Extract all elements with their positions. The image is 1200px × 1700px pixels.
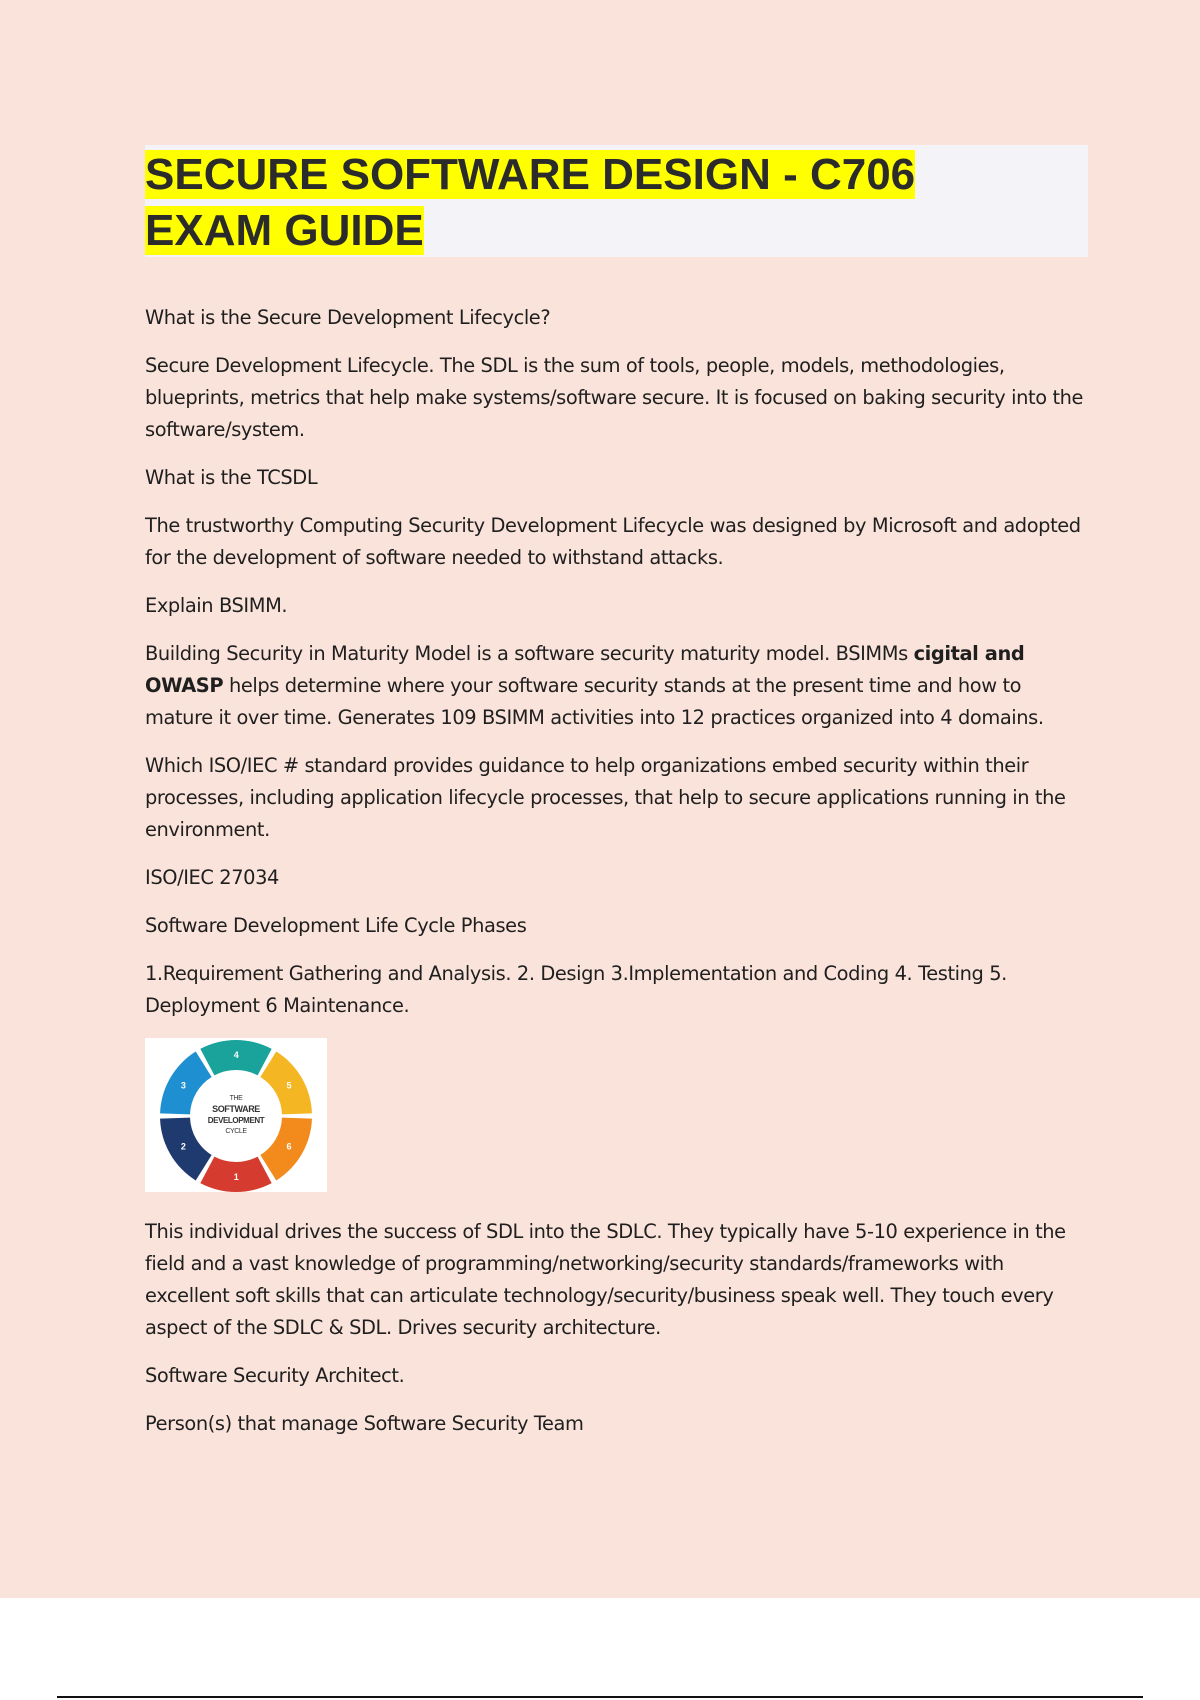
answer-iso: ISO/IEC 27034 [145,866,279,889]
diagram-center-line-3: DEVELOPMENT [207,1116,265,1125]
document-title [145,147,915,259]
diagram-segment-number-2: 2 [180,1141,186,1152]
answer-bsimm-end: helps determine where your software security stands at the present time and how to mature it over time. Generates 109 BSIMM activities into 12 practices organized into 4 domains. [145,674,1044,729]
footer-divider [57,1696,1143,1698]
question-bsimm: Explain BSIMM. [145,594,288,617]
question-iso: Which ISO/IEC # standard provides guidance to help organizations embed security within their processes, including application lifecycle processes, that help to secure applications running in the environment. [145,754,1066,841]
answer-bsimm-start: Building Security in Maturity Model is a software security maturity model. BSIMMs [145,642,914,665]
question-sdl: What is the Secure Development Lifecycle? [145,306,551,329]
diagram-segment-number-6: 6 [286,1141,292,1152]
document-body [145,302,1090,1456]
question-tcsdl: What is the TCSDL [145,466,318,489]
question-architect: This individual drives the success of SDL into the SDLC. They typically have 5-10 experience in the field and a vast knowledge of programming/networking/security standards/frameworks with excellent soft skills that can articulate technology/security/business speak well. They touch every aspect of the SDLC & SDL. Drives security architecture. [145,1220,1066,1339]
answer-sdl: Secure Development Lifecycle. The SDL is the sum of tools, people, models, methodologies, blueprints, metrics that help make systems/software secure. It is focused on baking security into the software/system. [145,354,1084,441]
diagram-segment-number-4: 4 [233,1050,239,1060]
answer-bsimm-bold: cigital and OWASP [145,642,1025,697]
answer-architect: Software Security Architect. [145,1364,405,1387]
diagram-segment-number-5: 5 [286,1080,292,1091]
answer-tcsdl: The trustworthy Computing Security Development Lifecycle was designed by Microsoft and adopted for the development of software needed to withstand attacks. [145,514,1081,569]
title-line-2: EXAM GUIDE [145,206,424,255]
diagram-segment-number-1: 1 [233,1172,239,1182]
answer-bsimm [145,638,1090,734]
question-sdlc-phases: Software Development Life Cycle Phases [145,914,527,937]
diagram-center-line-2: SOFTWARE [212,1104,260,1114]
diagram-segment-number-3: 3 [180,1080,186,1091]
answer-sdlc-phases: 1.Requirement Gathering and Analysis. 2. Design 3.Implementation and Coding 4. Testing 5. Deployment 6 Maintenance. [145,962,1007,1017]
diagram-center-line-1: THE [229,1095,243,1102]
diagram-center-line-4: CYCLE [225,1128,247,1135]
sdlc-cycle-diagram [145,1038,327,1192]
title-line-1: SECURE SOFTWARE DESIGN - C706 [145,150,916,199]
question-manager: Person(s) that manage Software Security Team [145,1412,584,1435]
